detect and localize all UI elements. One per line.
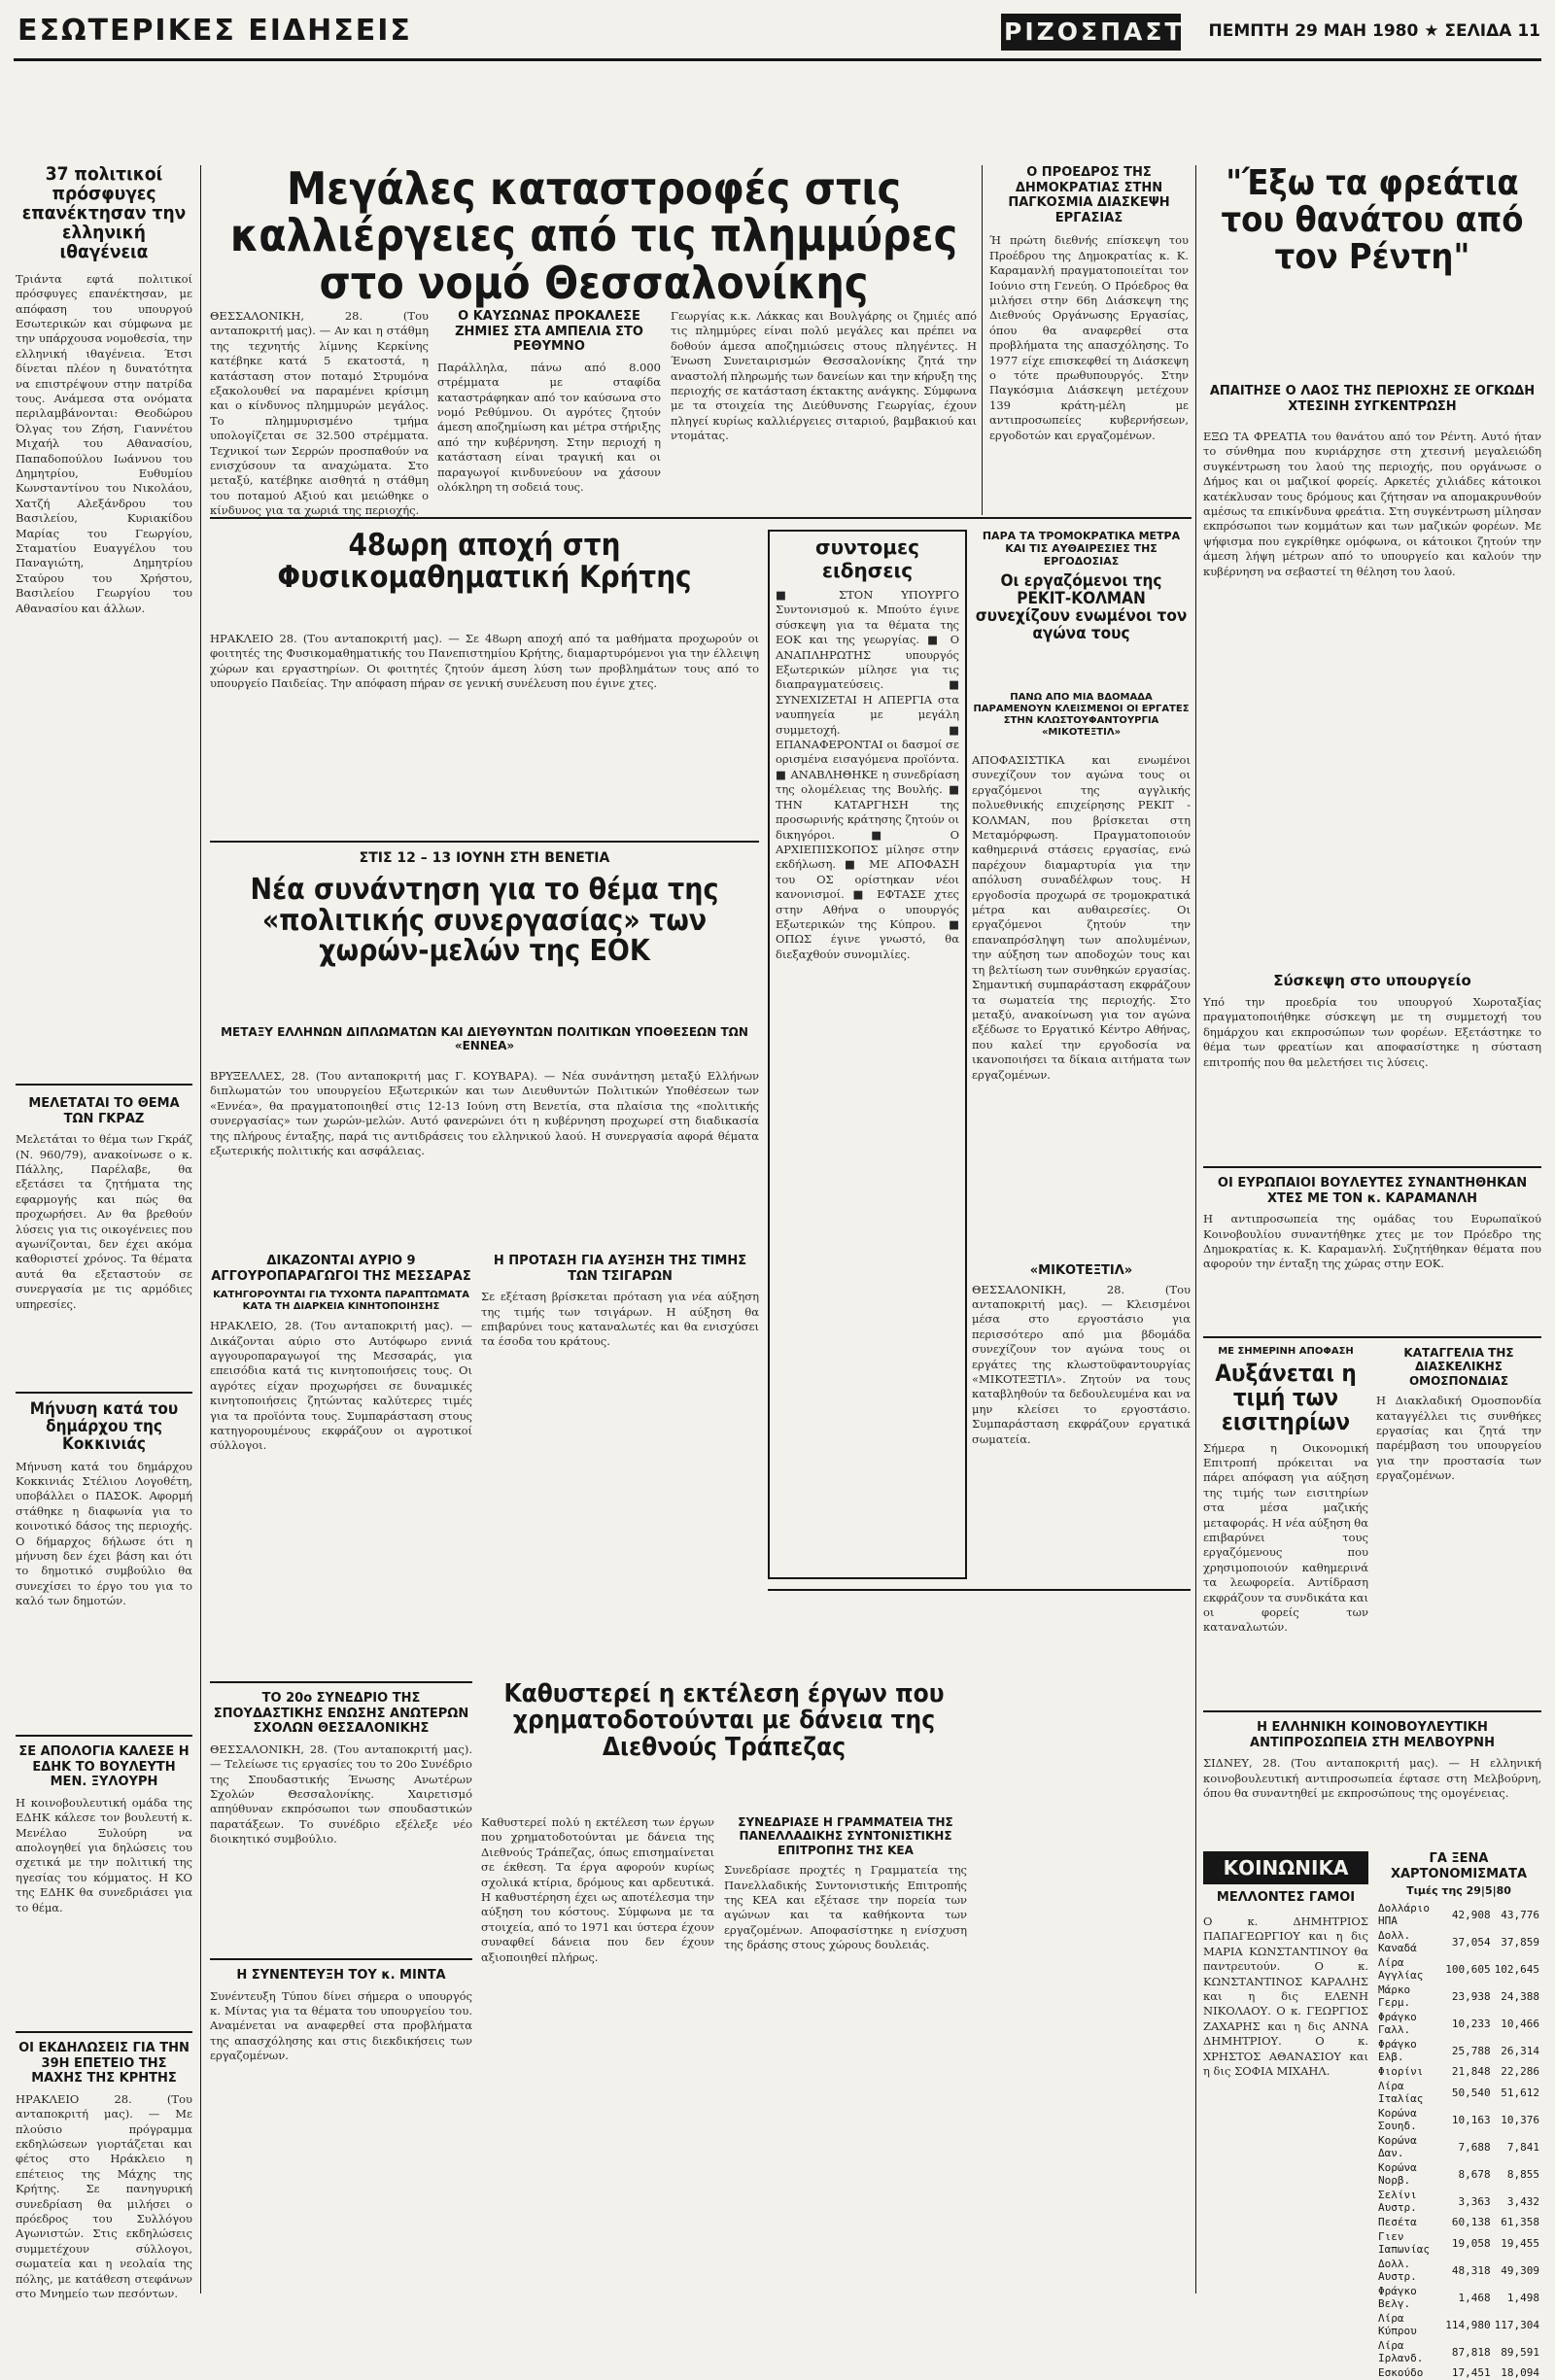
crete-headline: ΟΙ ΕΚΔΗΛΩΣΕΙΣ ΓΙΑ ΤΗΝ 39Η ΕΠΕΤΕΙΟ ΤΗΣ ΜΑΧΗΣ ΤΗΣ ΚΡΗΤΗΣ — [18, 2041, 190, 2087]
fx-rate: 60,138 — [1451, 2216, 1491, 2229]
masthead-logo: ΡΙΖΟΣΠΑΣΤΗΣ — [1001, 14, 1181, 51]
fx-rate: 10,376 — [1501, 2113, 1539, 2126]
fx-rate: 48,318 — [1451, 2263, 1491, 2277]
xylouri-body: Η κοινοβουλευτική ομάδα της ΕΔΗΚ κάλεσε τον βουλευτή κ. Μενέλαο Ξυλούρη να απολογηθεί για δηλώσεις του σχετικά με την πολιτική της ηγεσίας του κόμματος. Η ΚΟ της ΕΔΗΚ θα συνεδριάσει για το θέμα. — [16, 1795, 192, 1914]
prices-headline: Αυξάνεται η τιμή των εισιτηρίων — [1215, 1360, 1357, 1436]
lead-headline: Μεγάλες καταστροφές στις καλλιέργειες από τις πλημμύρες στο νομό Θεσσαλονίκης — [229, 162, 958, 309]
fx-currency: Φράγκο Ελβ. — [1378, 2038, 1417, 2064]
delegation-body: ΣΙΔΝΕΥ, 28. (Του ανταποκριτή μας). — Η ελληνική κοινοβουλευτική αντιπροσωπεία έφτασε στη Μελβούρνη, όπου θα συναντηθεί με εκπροσώπους της ομογένειας. — [1203, 1756, 1541, 1800]
president-article — [989, 165, 1189, 515]
fx-currency: Φράγκο Βελγ. — [1378, 2285, 1417, 2311]
fx-currency: Λίρα Ιταλίας — [1378, 2080, 1424, 2106]
rentis-body: ΕΞΩ ΤΑ ΦΡΕΑΤΙΑ του θανάτου από τον Ρέντη. Αυτό ήταν το σύνθημα που κυριάρχησε στη χτεσινή μεγαλειώδη συγκέντρωση του λαού της περιοχής, που οργάνωσε ο Δήμος και οι μαζικοί φορείς. Αρκετές χιλιάδες κάτοικοι κατέκλυσαν τους δρόμους και ζήτησαν να απομακρυνθούν αμέσως τα επικίνδυνα φρεάτια. Στη συγκέντρωση μίλησαν εκπρόσωποι των κομμάτων και των μαζικών φορέων. Με ψήφισμα που εγκρίθηκε ομόφωνα, οι κάτοικοι ζητούν την άμεση λήψη μέτρων από το υπουργείο και καλούν την κυβέρνηση να σεβαστεί τη θέληση του λαού. — [1203, 430, 1541, 578]
fx-rate: 49,309 — [1501, 2263, 1539, 2277]
fx-rate: 43,776 — [1501, 1908, 1539, 1921]
fx-rate: 61,358 — [1501, 2216, 1539, 2229]
fx-rate: 7,841 — [1506, 2140, 1539, 2154]
fx-row — [1376, 2257, 1541, 2284]
xylouri-headline: ΣΕ ΑΠΟΛΟΓΙΑ ΚΑΛΕΣΕ Η ΕΔΗΚ ΤΟ ΒΟΥΛΕΥΤΗ ΜΕΝ. ΞΥΛΟΥΡΗ — [18, 1744, 190, 1790]
complaint-headline: ΚΑΤΑΓΓΕΛΙΑ ΤΗΣ ΔΙΑΣΚΕΛΙΚΗΣ ΟΜΟΣΠΟΝΔΙΑΣ — [1403, 1346, 1514, 1388]
kea-article — [724, 1815, 967, 2296]
fx-subtitle: Τιμές της 29|5|80 — [1406, 1884, 1511, 1898]
fx-currency: Κορώνα Σουηδ. — [1378, 2107, 1417, 2133]
fx-rate: 10,163 — [1451, 2113, 1491, 2126]
complaint-article — [1376, 1346, 1541, 1706]
social-banner: ΚΟΙΝΩΝΙΚΑ — [1203, 1851, 1368, 1884]
fx-row — [1376, 1983, 1541, 2010]
fx-rate: 19,455 — [1501, 2236, 1539, 2250]
mayor-headline: Μήνυση κατά του δημάρχου της Κοκκινιάς — [29, 1399, 179, 1454]
fx-rate: 42,908 — [1451, 1908, 1491, 1921]
fx-currency: Γιεν Ιαπωνίας — [1378, 2230, 1430, 2257]
fx-rate: 8,855 — [1506, 2167, 1539, 2181]
rentis-headline: "Έξω τα φρεάτια του θανάτου από τον Ρέντη" — [1221, 163, 1524, 277]
fx-rate: 102,645 — [1494, 1962, 1539, 1976]
rentis-meeting — [1203, 972, 1541, 1156]
delegation-article — [1203, 1720, 1541, 1846]
farmers-trial-body: ΗΡΑΚΛΕΙΟ, 28. (Του ανταποκριτή μας). — Δικάζονται αύριο στο Αυτόφωρο εννιά αγγουροπαραγωγοί της Μεσσαράς, για επεισόδια κατά τις κινητοποιήσεις τους. Οι αγρότες είχαν προχωρήσει σε δυναμικές κινητοποιήσεις ζητώντας καλύτερες τιμές για τα προϊόντα τους. Συμπαράσταση στους κατηγορουμένους εκφράζουν οι αγροτικοί σύλλογοι. — [210, 1319, 472, 1453]
graz-headline: ΜΕΛΕΤΑΤΑΙ ΤΟ ΘΕΜΑ ΤΩΝ ΓΚΡΑΖ — [28, 1096, 180, 1126]
fx-rate: 23,938 — [1451, 1989, 1491, 2003]
fx-rate: 18,094 — [1501, 2366, 1539, 2380]
reckitt-kicker: ΠΑΡΑ ΤΑ ΤΡΟΜΟΚΡΑΤΙΚΑ ΜΕΤΡΑ ΚΑΙ ΤΙΣ ΑΥΘΑΙΡΕΣΙΕΣ ΤΗΣ ΕΡΓΟΔΟΣΙΑΣ — [982, 530, 1181, 569]
congress-article — [210, 1691, 472, 1953]
fx-rate: 37,054 — [1451, 1935, 1491, 1949]
fx-currency: Λίρα Αγγλίας — [1378, 1956, 1424, 1983]
fx-rate: 37,859 — [1501, 1935, 1539, 1949]
reckitt-headline: Οι εργαζόμενοι της ΡΕΚΙΤ-ΚΟΛΜΑΝ συνεχίζουν ενωμένοι τον αγώνα τους — [975, 571, 1188, 643]
farmers-trial-headline: ΔΙΚΑΖΟΝΤΑΙ ΑΥΡΙΟ 9 ΑΓΓΟΥΡΟΠΑΡΑΓΩΓΟΙ ΤΗΣ ΜΕΣΣΑΡΑΣ — [211, 1254, 471, 1284]
bank-body: Καθυστερεί πολύ η εκτέλεση των έργων που χρηματοδοτούνται με δάνεια της Διεθνούς Τράπεζας, όπως επισημαίνεται σε έκθεση. Τα έργα αφορούν κυρίως σχολικά κτίρια, δρόμους και αρδευτικά. Η καθυστέρηση έχει ως αποτέλεσμα την αύξηση του κόστους. Σύμφωνα με τα στοιχεία, από το 1971 και ύστερα έχουν συναφθεί δάνεια που δεν έχουν αξιοποιηθεί πλήρως. — [481, 1815, 714, 1964]
mayor-body: Μήνυση κατά του δημάρχου Κοκκινιάς Στέλιου Λογοθέτη, υποβάλλει ο ΠΑΣΟΚ. Αφορμή στάθηκε η διαφωνία για το κοινοτικό δάσος της περιοχής. Ο δήμαρχος δήλωσε ότι η μήνυση δεν έχει βάση και ότι το δημοτικό συμβούλιο θα συνεχίσει το έργο του για το καλό των δημοτών. — [16, 1459, 192, 1608]
tobacco-article — [481, 1254, 759, 1672]
fx-currency: Κορώνα Δαν. — [1378, 2134, 1417, 2160]
fx-row — [1376, 2284, 1541, 2311]
crete-article — [16, 2041, 192, 2301]
minta-body: Συνέντευξη Τύπου δίνει σήμερα ο υπουργός κ. Μίντας για τα θέματα του υπουργείου του. Αναμένεται να αναφερθεί στα προβλήματα της απασχόλησης και στις διεκδικήσεις των εργαζομένων. — [210, 1988, 472, 2063]
fx-row — [1376, 2338, 1541, 2365]
fx-rate: 10,233 — [1451, 2017, 1491, 2030]
meeting-headline: Σύσκεψη στο υπουργείο — [1273, 972, 1471, 989]
fx-row — [1376, 1901, 1541, 1928]
fx-rate: 24,388 — [1501, 1989, 1539, 2003]
graz-article — [16, 1096, 192, 1388]
fx-rate: 19,058 — [1451, 2236, 1491, 2250]
meeting-body: Υπό την προεδρία του υπουργού Χωροταξίας πραγματοποιήθηκε σύσκεψη με τη συμμετοχή του δημάρχου και εκπροσώπων των φορέων. Εξετάστηκε το θέμα των φρεατίων και αποφασίστηκε η σύσταση επιτροπής που θα μελετήσει τις λύσεις. — [1203, 995, 1541, 1069]
fx-row — [1376, 1955, 1541, 1983]
fx-row — [1376, 2229, 1541, 2257]
section-title: ΕΣΩΤΕΡΙΚΕΣ ΕΙΔΗΣΕΙΣ — [17, 14, 412, 48]
prices-body: Σήμερα η Οικονομική Επιτροπή πρόκειται να πάρει απόφαση για αύξηση της τιμής των εισιτηρίων στα μέσα μαζικής μεταφοράς. Η νέα αύξηση θα επιβαρύνει τους εργαζόμενους που χρησιμοποιούν καθημερινά τα λεωφορεία. Αντίδραση εκφράζουν τα συνδικάτα και οι φορείς των καταναλωτών. — [1203, 1440, 1368, 1635]
fx-currency: Εσκούδο — [1378, 2366, 1424, 2380]
heatwave-caption: Ο ΚΑΥΣΩΝΑΣ ΠΡΟΚΑΛΕΣΕ ΖΗΜΙΕΣ ΣΤΑ ΑΜΠΕΛΙΑ ΣΤΟ ΡΕΘΥΜΝΟ — [455, 309, 643, 355]
xylouri-article — [16, 1744, 192, 2036]
brief-news-body: ■ ΣΤΟΝ ΥΠΟΥΡΓΟ Συντονισμού κ. Μπούτο έγινε σύσκεψη για τα θέματα της ΕΟΚ και της γεωργίας. ■ Ο ΑΝΑΠΛΗΡΩΤΗΣ υπουργός Εξωτερικών μίλησε για τις διαπραγματεύσεις. ■ ΣΥΝΕΧΙΖΕΤΑΙ Η ΑΠΕΡΓΙΑ στα ναυπηγεία με μεγάλη συμμετοχή. ■ ΕΠΑΝΑΦΕΡΟΝΤΑΙ οι δασμοί σε ορισμένα εισαγόμενα προϊόντα. ■ ΑΝΑΒΛΗΘΗΚΕ η συνεδρίαση της ολομέλειας της Βουλής. ■ ΤΗΝ ΚΑΤΑΡΓΗΣΗ της προσωρινής κράτησης ζητούν οι δικηγόροι. ■ Ο ΑΡΧΙΕΠΙΣΚΟΠΟΣ μίλησε στην εκδήλωση. ■ ΜΕ ΑΠΟΦΑΣΗ του ΟΣ ορίστηκαν νέοι κανονισμοί. ■ ΕΦΤΑΣΕ χτες στην Αθήνα ο υπουργός Εξωτερικών της Κύπρου. ■ ΟΠΩΣ έγινε γνωστό, θα διεξαχθούν συνομιλίες. — [776, 588, 959, 961]
rentis-caption: ΑΠΑΙΤΗΣΕ Ο ΛΑΟΣ ΤΗΣ ΠΕΡΙΟΧΗΣ ΣΕ ΟΓΚΩΔΗ ΧΤΕΣΙΝΗ ΣΥΓΚΕΝΤΡΩΣΗ — [1209, 384, 1536, 414]
fx-rate: 10,466 — [1501, 2017, 1539, 2030]
fx-rate: 26,314 — [1501, 2044, 1539, 2057]
fx-currency: Φιορίνι — [1378, 2065, 1424, 2079]
fx-rate: 3,432 — [1506, 2194, 1539, 2208]
kea-headline: ΣΥΝΕΔΡΙΑΣΕ Η ΓΡΑΜΜΑΤΕΙΑ ΤΗΣ ΠΑΝΕΛΛΑΔΙΚΗΣ ΣΥΝΤΟΝΙΣΤΙΚΗΣ ΕΠΙΤΡΟΠΗΣ ΤΗΣ ΚΕΑ — [738, 1815, 953, 1857]
kea-body: Συνεδρίασε προχτές η Γραμματεία της Πανελλαδικής Συντονιστικής Επιτροπής της ΚΕΑ και εξέτασε την πορεία των αγώνων και τα καθήκοντα των εργαζομένων. Αποφασίστηκε η ενίσχυση της δράσης στους χώρους δουλειάς. — [724, 1863, 967, 1952]
fx-rate: 50,540 — [1451, 2086, 1491, 2099]
minta-headline: Η ΣΥΝΕΝΤΕΥΞΗ ΤΟΥ κ. ΜΙΝΤΑ — [236, 1968, 446, 1983]
fx-currency: Λίρα Ιρλανδ. — [1378, 2339, 1424, 2365]
fx-row — [1376, 2133, 1541, 2160]
fx-row — [1376, 2010, 1541, 2037]
fx-rate: 1,468 — [1458, 2291, 1491, 2304]
fx-row — [1376, 2215, 1541, 2229]
brief-news-box — [768, 530, 967, 1579]
venice-sub: ΜΕΤΑΞΥ ΕΛΛΗΝΩΝ ΔΙΠΛΩΜΑΤΩΝ ΚΑΙ ΔΙΕΥΘΥΝΤΩΝ ΠΟΛΙΤΙΚΩΝ ΥΠΟΘΕΣΕΩΝ ΤΩΝ «ΕΝΝΕΑ» — [221, 1025, 748, 1053]
fx-currency: Σελίνι Αυστρ. — [1378, 2189, 1417, 2215]
complaint-body: Η Διακλαδική Ομοσπονδία καταγγέλλει τις συνθήκες εργασίας και ζητά την παρέμβαση του υπουργείου για την προστασία των εργαζομένων. — [1376, 1394, 1541, 1483]
tobacco-body: Σε εξέταση βρίσκεται πρόταση για νέα αύξηση της τιμής των τσιγάρων. Η αύξηση θα επιβαρύνει τους καταναλωτές και θα ενισχύσει τα έσοδα του κράτους. — [481, 1290, 759, 1349]
venice-headline: Νέα συνάντηση για το θέμα της «πολιτικής συνεργασίας» των χωρών-μελών της ΕΟΚ — [250, 873, 719, 968]
date-page-line: ΠΕΜΠΤΗ 29 ΜΑΗ 1980 ★ ΣΕΛΙΔΑ 11 — [1208, 21, 1540, 41]
fx-table — [1376, 1901, 1541, 2380]
mikotex-headline: «ΜΙΚΟΤΕΞΤΙΛ» — [1029, 1263, 1133, 1278]
heatwave-body: Παράλληλα, πάνω από 8.000 στρέμματα με σταφίδα καταστράφηκαν από τον καύσωνα στο νομό Ρεθύμνου. Οι αγρότες ζητούν άμεση αποζημίωση και μέτρα στήριξης από την κυβέρνηση. Στην περιοχή η κατάσταση είναι τραγική και οι παραγωγοί κινδυνεύουν να χάσουν ολόκληρη τη σοδειά τους. — [437, 360, 661, 495]
strike-headline: 48ωρη αποχή στη Φυσικομαθηματική Κρήτης — [277, 528, 692, 595]
strike-body: ΗΡΑΚΛΕΙΟ 28. (Του ανταποκριτή μας). — Σε 48ωρη αποχή από τα μαθήματα προχωρούν οι φοιτητές της Φυσικομαθηματικής του Πανεπιστημίου Κρήτης, διαμαρτυρόμενοι για την έλλειψη χώρων και εργαστηρίων. Οι φοιτητές ζητούν άμεση λύση των προβλημάτων τους από το υπουργείο Παιδείας. Την απόφαση πήραν σε γενική συνέλευση που έγινε χτες. — [210, 632, 759, 691]
president-headline: Ο ΠΡΟΕΔΡΟΣ ΤΗΣ ΔΗΜΟΚΡΑΤΙΑΣ ΣΤΗΝ ΠΑΓΚΟΣΜΙΑ ΔΙΑΣΚΕΨΗ ΕΡΓΑΣΙΑΣ — [1008, 165, 1170, 225]
fx-row — [1376, 2064, 1541, 2079]
fx-rate: 100,605 — [1445, 1962, 1491, 1976]
refugees-body: Τριάντα εφτά πολιτικοί πρόσφυγες επανέκτησαν, με απόφαση του υπουργού Εσωτερικών και σύμφωνα με την υπάρχουσα νομοθεσία, την ελληνική ιθαγένεια. Έτσι δίνεται πλέον η δυνατότητα να επιστρέψουν στην πατρίδα τους. Ανάμεσα στα ονόματα περιλαμβάνονται: Θεοδώρου Όλγας του Ζήση, Γιαννέτου Μιχαήλ του Αθανασίου, Παπαδοπούλου Ιωάννου του Δημητρίου, Ευθυμίου Κωνσταντίνου του Νικολάου, Χατζή Αλεξάνδρου του Βασιλείου, Κυριακίδου Μαρίας του Γεωργίου, Σταματίου Ευαγγέλου του Παναγιώτη, Δημητρίου Σταύρου του Χρήστου, Βασιλείου Γεωργίου του Αθανασίου και άλλων. — [16, 271, 193, 615]
fx-currency: Φράγκο Γαλλ. — [1378, 2011, 1417, 2037]
crete-body: ΗΡΑΚΛΕΙΟ 28. (Του ανταποκριτή μας). — Με πλούσιο πρόγραμμα εκδηλώσεων γιορτάζεται και φέτος στο Ηράκλειο η επέτειος της Μάχης της Κρήτης. Σε πανηγυρική συνεδρίαση θα μιλήσει ο πρόεδρος του Συλλόγου Αγωνιστών. Στις εκδηλώσεις συμμετέχουν σύλλογοι, σωματεία και η νεολαία της πόλης, με κατάθεση στεφάνων στο Μνημείο των πεσόντων. — [16, 2091, 192, 2301]
fx-row — [1376, 1928, 1541, 1955]
fx-currency: Δολλ. Αυστρ. — [1378, 2258, 1417, 2284]
eu-mps-body: Η αντιπροσωπεία της ομάδας του Ευρωπαϊκού Κοινοβουλίου συναντήθηκε χτες με τον Πρόεδρο της Δημοκρατίας κ. Κ. Καραμανλή. Συζητήθηκαν θέματα που αφορούν την ένταξη της χώρας στην ΕΟΚ. — [1203, 1212, 1541, 1271]
lead-box — [437, 309, 661, 513]
graz-body: Μελετάται το θέμα των Γκράζ (Ν. 960/79), ανακοίνωσε ο κ. Πάλλης, Παρέλαβε, θα εξετάσει τα ζητήματα της εφαρμογής και πώς θα προχωρήσει. Αν θα βρεθούν λύσεις για τις οικογένειες που αγωνίζονται, δεν έχει ακόμα καθοριστεί χρόνος. Τα θέματα αυτά θα εξεταστούν σε συνεργασία με τις αρμόδιες υπηρεσίες. — [16, 1132, 192, 1311]
brief-news-label: συντομες ειδησεις — [815, 535, 919, 582]
marriage-body: Ο κ. ΔΗΜΗΤΡΙΟΣ ΠΑΠΑΓΕΩΡΓΙΟΥ και η δις ΜΑΡΙΑ ΚΩΝΣΤΑΝΤΙΝΟΥ θα παντρευτούν. Ο κ. ΚΩΝΣΤΑΝΤΙΝΟΣ ΚΑΡΑΛΗΣ και η δις ΕΛΕΝΗ ΝΙΚΟΛΑΟΥ. Ο κ. ΓΕΩΡΓΙΟΣ ΖΑΧΑΡΗΣ και η δις ΑΝΝΑ ΔΗΜΗΤΡΙΟΥ. Ο κ. ΧΡΗΣΤΟΣ ΑΘΑΝΑΣΙΟΥ και η δις ΣΟΦΙΑ ΜΙΧΑΗΛ. — [1203, 1914, 1368, 2079]
fx-row — [1376, 2365, 1541, 2380]
venice-body: ΒΡΥΞΕΛΛΕΣ, 28. (Του ανταποκριτή μας Γ. ΚΟΥΒΑΡΑ). — Νέα συνάντηση μεταξύ Ελλήνων διπλωματών του υπουργείου Εξωτερικών και των Διευθυντών Πολιτικών Υποθέσεων των «Εννέα», θα πραγματοποιηθεί στις 12-13 Ιούνη στη Βενετία, στα πλαίσια της «πολιτικής συνεργασίας» των χωρών-μελών. Αυτό φανερώνει ότι η κυβέρνηση προχωρεί στη διαδικασία της πλήρους ένταξης, παρά τις αντιδράσεις του ελληνικού λαού. Η συνεργασία αφορά θέματα εξωτερικής πολιτικής και ασφάλειας. — [210, 1069, 759, 1158]
fx-rate: 117,304 — [1494, 2318, 1539, 2331]
mikotex-article — [972, 1263, 1191, 1446]
fx-rate: 22,286 — [1501, 2065, 1539, 2079]
tobacco-headline: Η ΠΡΟΤΑΣΗ ΓΙΑ ΑΥΞΗΣΗ ΤΗΣ ΤΙΜΗΣ ΤΩΝ ΤΣΙΓΑΡΩΝ — [493, 1254, 747, 1284]
bank-headline: Καθυστερεί η εκτέλεση έργων που χρηματοδοτούνται με δάνεια της Διεθνούς Τράπεζας — [503, 1679, 945, 1762]
fx-rate: 51,612 — [1501, 2086, 1539, 2099]
fx-row — [1376, 2311, 1541, 2338]
refugees-article — [16, 165, 192, 1220]
fx-currency: Κορώνα Νορβ. — [1378, 2161, 1417, 2188]
minta-article — [210, 1968, 472, 2298]
lead-continued: Γεωργίας κ.κ. Λάκκας και Βουλγάρης οι ζημιές από τις πλημμύρες είναι πολύ μεγάλες και πρέπει να δοθούν άμεσα αποζημιώσεις στους πληγέντες. Η Ένωση Συνεταιρισμών Θεσσαλονίκης ζητά την αναστολή πληρωμής των δανείων και την κήρυξη της περιοχής σε κατάσταση έκτακτης ανάγκης. Σύμφωνα με τα στοιχεία της Διεύθυνσης Γεωργίας, έχουν πληγεί κυρίως καλλιέργειες σιταριού, βαμβακιού και ντομάτας. — [671, 309, 977, 443]
fx-rate: 89,591 — [1501, 2345, 1539, 2359]
fx-title: ΓΑ ΞΕΝΑ ΧΑΡΤΟΝΟΜΙΣΜΑΤΑ — [1390, 1851, 1528, 1881]
fx-rate: 1,498 — [1506, 2291, 1539, 2304]
prices-kicker: ΜΕ ΣΗΜΕΡΙΝΗ ΑΠΟΦΑΣΗ — [1218, 1346, 1354, 1357]
fx-rate: 17,451 — [1451, 2366, 1491, 2380]
fx-row — [1376, 2106, 1541, 2133]
reckitt-sub: ΠΑΝΩ ΑΠΟ ΜΙΑ ΒΔΟΜΑΔΑ ΠΑΡΑΜΕΝΟΥΝ ΚΛΕΙΣΜΕΝΟΙ ΟΙ ΕΡΓΑΤΕΣ ΣΤΗΝ ΚΛΩΣΤΟΥΦΑΝΤΟΥΡΓΙΑ «ΜΙΚΟΤΕΞΤΙΛ» — [973, 692, 1190, 738]
fx-row — [1376, 2079, 1541, 2106]
fx-currency: Πεσέτα — [1378, 2216, 1417, 2229]
fx-rate: 21,848 — [1451, 2065, 1491, 2079]
fx-currency: Δολλ. Καναδά — [1378, 1929, 1417, 1955]
fx-rate: 3,363 — [1458, 2194, 1491, 2208]
mayor-article — [16, 1401, 192, 1722]
prices-article — [1203, 1346, 1368, 1706]
congress-body: ΘΕΣΣΑΛΟΝΙΚΗ, 28. (Του ανταποκριτή μας). — Τελείωσε τις εργασίες του το 20ο Συνέδριο της Σπουδαστικής Ένωσης Ανωτέρων Σχολών Θεσσαλονίκης. Χαιρετισμό απηύθυναν εκπρόσωποι των σπουδαστικών παρατάξεων. Το συνέδριο εξέλεξε νέο διοικητικό συμβούλιο. — [210, 1742, 472, 1846]
eu-mps-headline: ΟΙ ΕΥΡΩΠΑΙΟΙ ΒΟΥΛΕΥΤΕΣ ΣΥΝΑΝΤΗΘΗΚΑΝ ΧΤΕΣ ΜΕ ΤΟΝ κ. ΚΑΡΑΜΑΝΛΗ — [1217, 1176, 1528, 1206]
marriage-title: ΜΕΛΛΟΝΤΕΣ ΓΑΜΟΙ — [1216, 1890, 1356, 1905]
fx-currency: Μάρκο Γερμ. — [1378, 1983, 1411, 2010]
lead-body: ΘΕΣΣΑΛΟΝΙΚΗ, 28. (Του ανταποκριτή μας). — Αν και η στάθμη της τεχνητής λίμνης Κερκίνης κατέβηκε κατά 5 εκατοστά, η κατάσταση στον ποταμό Στρυμόνα εξακολουθεί να παραμένει κρίσιμη και ο κίνδυνος πλημμυρών μεγάλος. Το πλημμυρισμένο τμήμα υπολογίζεται σε 32.500 στρέμματα. Τεχνικοί των Σερρών προσπαθούν να ενισχύσουν τα αναχώματα. Στο μεταξύ, κατέβηκε αισθητά η στάθμη του ποταμού Αξιού και μειώθηκε ο κίνδυνος για τα χωριά της περιοχής. — [210, 309, 429, 518]
fx-row — [1376, 2037, 1541, 2064]
refugees-headline: 37 πολιτικοί πρόσφυγες επανέκτησαν την ελληνική ιθαγένεια — [21, 163, 187, 262]
fx-rate: 8,678 — [1458, 2167, 1491, 2181]
fx-row — [1376, 2160, 1541, 2188]
farmers-trial-sub: ΚΑΤΗΓΟΡΟΥΝΤΑΙ ΓΙΑ ΤΥΧΟΝΤΑ ΠΑΡΑΠΤΩΜΑΤΑ ΚΑΤΑ ΤΗ ΔΙΑΡΚΕΙΑ ΚΙΝΗΤΟΠΟΙΗΣΗΣ — [213, 1290, 469, 1313]
congress-headline: ΤΟ 20ο ΣΥΝΕΔΡΙΟ ΤΗΣ ΣΠΟΥΔΑΣΤΙΚΗΣ ΕΝΩΣΗΣ ΑΝΩΤΕΡΩΝ ΣΧΟΛΩΝ ΘΕΣΣΑΛΟΝΙΚΗΣ — [213, 1691, 469, 1737]
mikotex-body: ΘΕΣΣΑΛΟΝΙΚΗ, 28. (Του ανταποκριτή μας). — Κλεισμένοι μέσα στο εργοστάσιο για περισσότερο από μια βδομάδα συνεχίζουν τον αγώνα τους οι εργάτες της κλωστοϋφαντουργίας «ΜΙΚΟΤΕΞΤΙΛ». Ζητούν να τους καταβληθούν τα δεδουλευμένα και να μην κλείσει το εργοστάσιο. Συμπαράσταση εκφράζουν εργατικά σωματεία. — [972, 1282, 1191, 1446]
president-body: Ή πρώτη διεθνής επίσκεψη του Προέδρου της Δημοκρατίας κ. Κ. Καραμανλή πραγματοποιείται τον Ιούνιο στη Γενεύη. Ο Πρόεδρος θα μιλήσει στην 66η Διάσκεψη της Διεθνούς Οργάνωσης Εργασίας, όπου θα αναφερθεί στα προβλήματα της απασχόλησης. Το 1977 είχε επισκεφθεί τη Διάσκεψη ο τότε πρωθυπουργός. Στην Παγκόσμια Διάσκεψη μετέχουν 139 κράτη-μέλη με αντιπροσωπείες κυβερνήσεων, εργοδοτών και εργαζομένων. — [989, 233, 1189, 442]
venice-kicker: ΣΤΙΣ 12 – 13 ΙΟΥΝΗ ΣΤΗ ΒΕΝΕΤΙΑ — [359, 850, 610, 866]
fx-rate: 87,818 — [1451, 2345, 1491, 2359]
delegation-headline: Η ΕΛΛΗΝΙΚΗ ΚΟΙΝΟΒΟΥΛΕΥΤΙΚΗ ΑΝΤΙΠΡΟΣΩΠΕΙΑ ΣΤΗ ΜΕΛΒΟΥΡΝΗ — [1250, 1720, 1495, 1750]
eu-mps-article — [1203, 1176, 1541, 1331]
fx-rate: 7,688 — [1458, 2140, 1491, 2154]
farmers-trial-article — [210, 1254, 472, 1672]
fx-rate: 114,980 — [1445, 2318, 1491, 2331]
fx-row — [1376, 2188, 1541, 2215]
fx-currency: Δολλάριο ΗΠΑ — [1378, 1902, 1430, 1928]
fx-currency: Λίρα Κύπρου — [1378, 2312, 1417, 2338]
reckitt-body: ΑΠΟΦΑΣΙΣΤΙΚΑ και ενωμένοι συνεχίζουν τον αγώνα τους οι εργαζόμενοι της αγγλικής πολυεθνικής επιχείρησης ΡΕΚΙΤ - ΚΟΛΜΑΝ, που βρίσκεται στη Μεταμόρφωση. Πραγματοποιούν καθημερινά στάσεις εργασίας, ενώ παρέχουν διαμαρτυρία για την απόλυση συναδέλφων τους. Η εργοδοσία προχωρά σε τρομοκρατικά μέτρα και αυθαιρεσίες. Οι εργαζόμενοι ζητούν την επαναπρόσληψη των απολυμένων, την αύξηση των αποδοχών τους και τη βελτίωση των συνθηκών εργασίας. Σημαντική συμπαράσταση εκφράζουν τα σωματεία της περιοχής. Στο μεταξύ, ανακοίνωση για τον αγώνα εξέδωσε το Εργατικό Κέντρο Αθήνας, που καλεί την εργοδοσία να ικανοποιήσει τα δίκαια αιτήματα των εργαζομένων. — [972, 753, 1191, 1082]
fx-table-block — [1376, 1851, 1541, 2380]
fx-rate: 25,788 — [1451, 2044, 1491, 2057]
